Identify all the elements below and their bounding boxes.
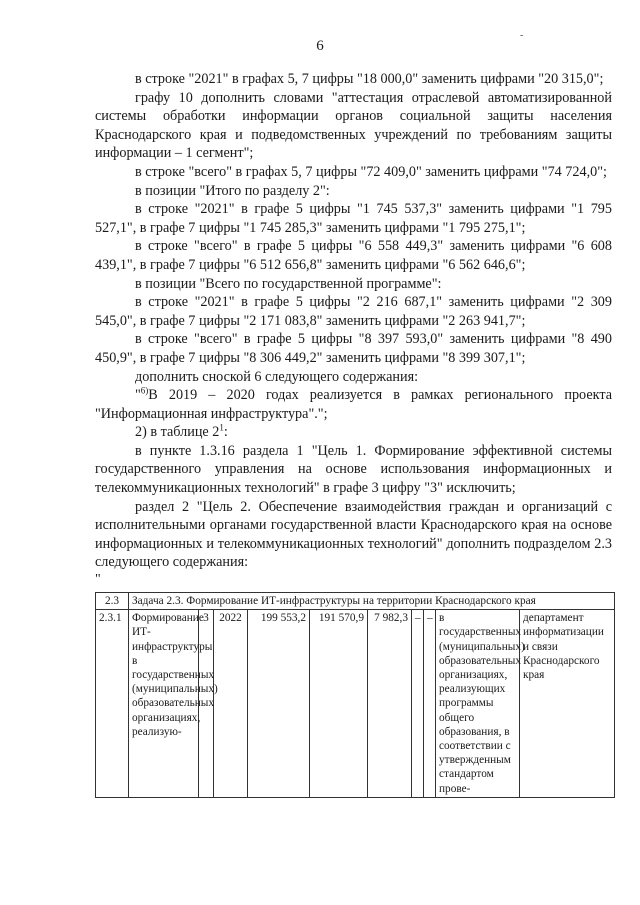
paragraph-7: в позиции "Всего по государственной программе": bbox=[135, 275, 442, 292]
row-result: в государственных (муниципальных) образовательных организациях, реализующих программы общего образования, в соответствии с утвержденным стандартом прове- bbox=[436, 610, 520, 798]
corner-mark: - bbox=[520, 30, 524, 41]
row-col8: – bbox=[412, 610, 424, 798]
document-body bbox=[95, 70, 612, 572]
paragraph-12: раздел 2 "Цель 2. Обеспечение взаимодействия граждан и организаций с исполнительными органами государственной власти Краснодарского края на основе информационных и телекоммуникационных технологий" дополнить подразделом 2.3 следующего содержания: bbox=[95, 498, 612, 571]
item-2-paragraph bbox=[95, 423, 612, 442]
row-year: 2022 bbox=[214, 610, 248, 798]
row-name: Формирование ИТ-инфраструктуры в государственных (муниципальных) образовательных организациях, реализую- bbox=[129, 610, 199, 798]
footnote-prefix: " bbox=[135, 387, 141, 404]
row-col6: 191 570,9 bbox=[310, 610, 368, 798]
paragraph-4: в позиции "Итого по разделу 2": bbox=[135, 182, 330, 199]
row-executor: департамент информатизации и связи Краснодарского края bbox=[520, 610, 615, 798]
row-col9: – bbox=[424, 610, 436, 798]
paragraph-6: в строке "всего" в графе 5 цифры "6 558 449,3" заменить цифрами "6 608 439,1", в графе 7 цифры "6 512 656,8" заменить цифрами "6 562 646,6"; bbox=[95, 238, 612, 273]
table-section-row bbox=[96, 593, 615, 610]
row-col7: 7 982,3 bbox=[368, 610, 412, 798]
paragraph-10: дополнить сноской 6 следующего содержания: bbox=[135, 368, 419, 385]
footnote-sup: 6) bbox=[140, 385, 149, 396]
paragraph-3: в строке "всего" в графах 5, 7 цифры "72 409,0" заменить цифрами "74 724,0"; bbox=[135, 163, 607, 180]
section-number: 2.3 bbox=[96, 593, 129, 610]
paragraph-5: в строке "2021" в графе 5 цифры "1 745 537,3" заменить цифрами "1 795 527,1", в графе 7 цифры "1 745 285,3" заменить цифрами "1 795 275,1"; bbox=[95, 201, 612, 236]
paragraph-11: в пункте 1.3.16 раздела 1 "Цель 1. Формирование эффективной системы государственного управления на основе использования информационных и телекоммуникационных технологий" в графе 3 цифру "3" исключить; bbox=[95, 442, 612, 497]
row-number: 2.3.1 bbox=[96, 610, 129, 798]
program-table bbox=[95, 592, 615, 798]
footnote-text: В 2019 – 2020 годах реализуется в рамках регионального проекта "Информационная инфраструктура"."; bbox=[95, 387, 612, 422]
paragraph-2: графу 10 дополнить словами "аттестация отраслевой автоматизированной системы обработки информации органов социальной защиты населения Краснодарского края и подведомственных учреждений по требованиям защиты информации – 1 сегмент"; bbox=[95, 89, 612, 162]
footnote-paragraph bbox=[95, 386, 612, 423]
table-row bbox=[96, 610, 615, 798]
paragraph-8: в строке "2021" в графе 5 цифры "2 216 687,1" заменить цифрами "2 309 545,0", в графе 7 цифры "2 171 083,8" заменить цифрами "2 263 941,7"; bbox=[95, 294, 612, 329]
section-title: Задача 2.3. Формирование ИТ-инфраструктуры на территории Краснодарского края bbox=[129, 593, 615, 610]
quote-open: " bbox=[95, 572, 101, 587]
paragraph-9: в строке "всего" в графе 5 цифры "8 397 593,0" заменить цифрами "8 490 450,9", в графе 7 цифры "8 306 449,2" заменить цифрами "8 399 307,1"; bbox=[95, 331, 612, 366]
paragraph-1: в строке "2021" в графах 5, 7 цифры "18 000,0" заменить цифрами "20 315,0"; bbox=[135, 71, 604, 87]
item-2-sup: 1 bbox=[219, 422, 224, 433]
item-2-text: 2) в таблице 2 bbox=[135, 424, 220, 441]
page-number: 6 bbox=[316, 38, 324, 54]
row-col3: 3 bbox=[199, 610, 214, 798]
row-total: 199 553,2 bbox=[248, 610, 310, 798]
item-2-tail: : bbox=[223, 424, 228, 441]
